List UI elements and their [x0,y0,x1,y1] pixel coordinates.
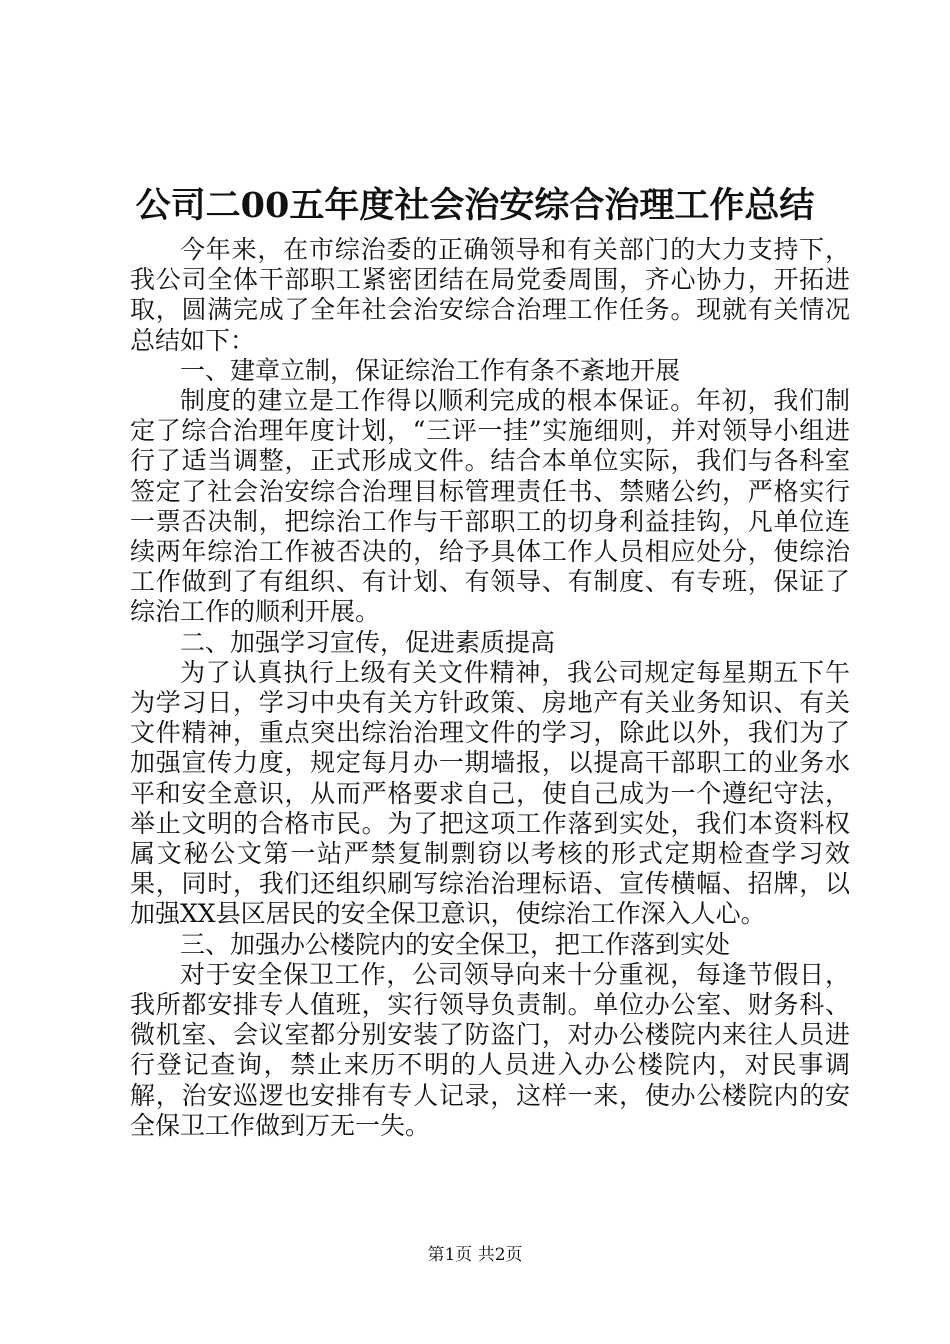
document-title: 公司二00五年度社会治安综合治理工作总结 [135,185,815,226]
page-number-footer: 第1页 共2页 [427,1245,523,1265]
document-body [130,235,850,1141]
section-heading-1: 一、建章立制，保证综治工作有条不紊地开展 [180,355,681,385]
section-paragraph-2: 为了认真执行上级有关文件精神，我公司规定每星期五下午为学习日，学习中央有关方针政策、房地产有关业务知识、有关文件精神，重点突出综治治理文件的学习，除此以外，我们为了加强宣传力度，规定每月办一期墙报，以提高干部职工的业务水平和安全意识，从而严格要求自己，使自己成为一个遵纪守法，举止文明的合格市民。为了把这项工作落到实处，我们本资料权属文秘公文第一站严禁复制剽窃以考核的形式定期检查学习效果，同时，我们还组织刷写综治治理标语、宣传横幅、招牌，以加强XX县区居民的安全保卫意识，使综治工作深入人心。 [130,657,850,929]
section-paragraph-1: 制度的建立是工作得以顺利完成的根本保证。年初，我们制定了综合治理年度计划，“三评一挂”实施细则，并对领导小组进行了适当调整，正式形成文件。结合本单位实际，我们与各科室签定了社会治安综合治理目标管理责任书、禁赌公约，严格实行一票否决制，把综治工作与干部职工的切身利益挂钩，凡单位连续两年综治工作被否决的，给予具体工作人员相应处分，使综治工作做到了有组织、有计划、有领导、有制度、有专班，保证了综治工作的顺利开展。 [130,386,850,627]
section-heading-2: 二、加强学习宣传，促进素质提高 [180,627,556,657]
intro-paragraph: 今年来，在市综治委的正确领导和有关部门的大力支持下，我公司全体干部职工紧密团结在局党委周围，齐心协力，开拓进取，圆满完成了全年社会治安综合治理工作任务。现就有关情况总结如下： [130,235,850,355]
section-heading-3: 三、加强办公楼院内的安全保卫，把工作落到实处 [180,929,731,959]
section-paragraph-3: 对于安全保卫工作，公司领导向来十分重视，每逢节假日，我所都安排专人值班，实行领导负责制。单位办公室、财务科、微机室、会议室都分别安装了防盗门，对办公楼院内来往人员进行登记查询，禁止来历不明的人员进入办公楼院内，对民事调解，治安巡逻也安排有专人记录，这样一来，使办公楼院内的安全保卫工作做到万无一失。 [130,959,850,1140]
